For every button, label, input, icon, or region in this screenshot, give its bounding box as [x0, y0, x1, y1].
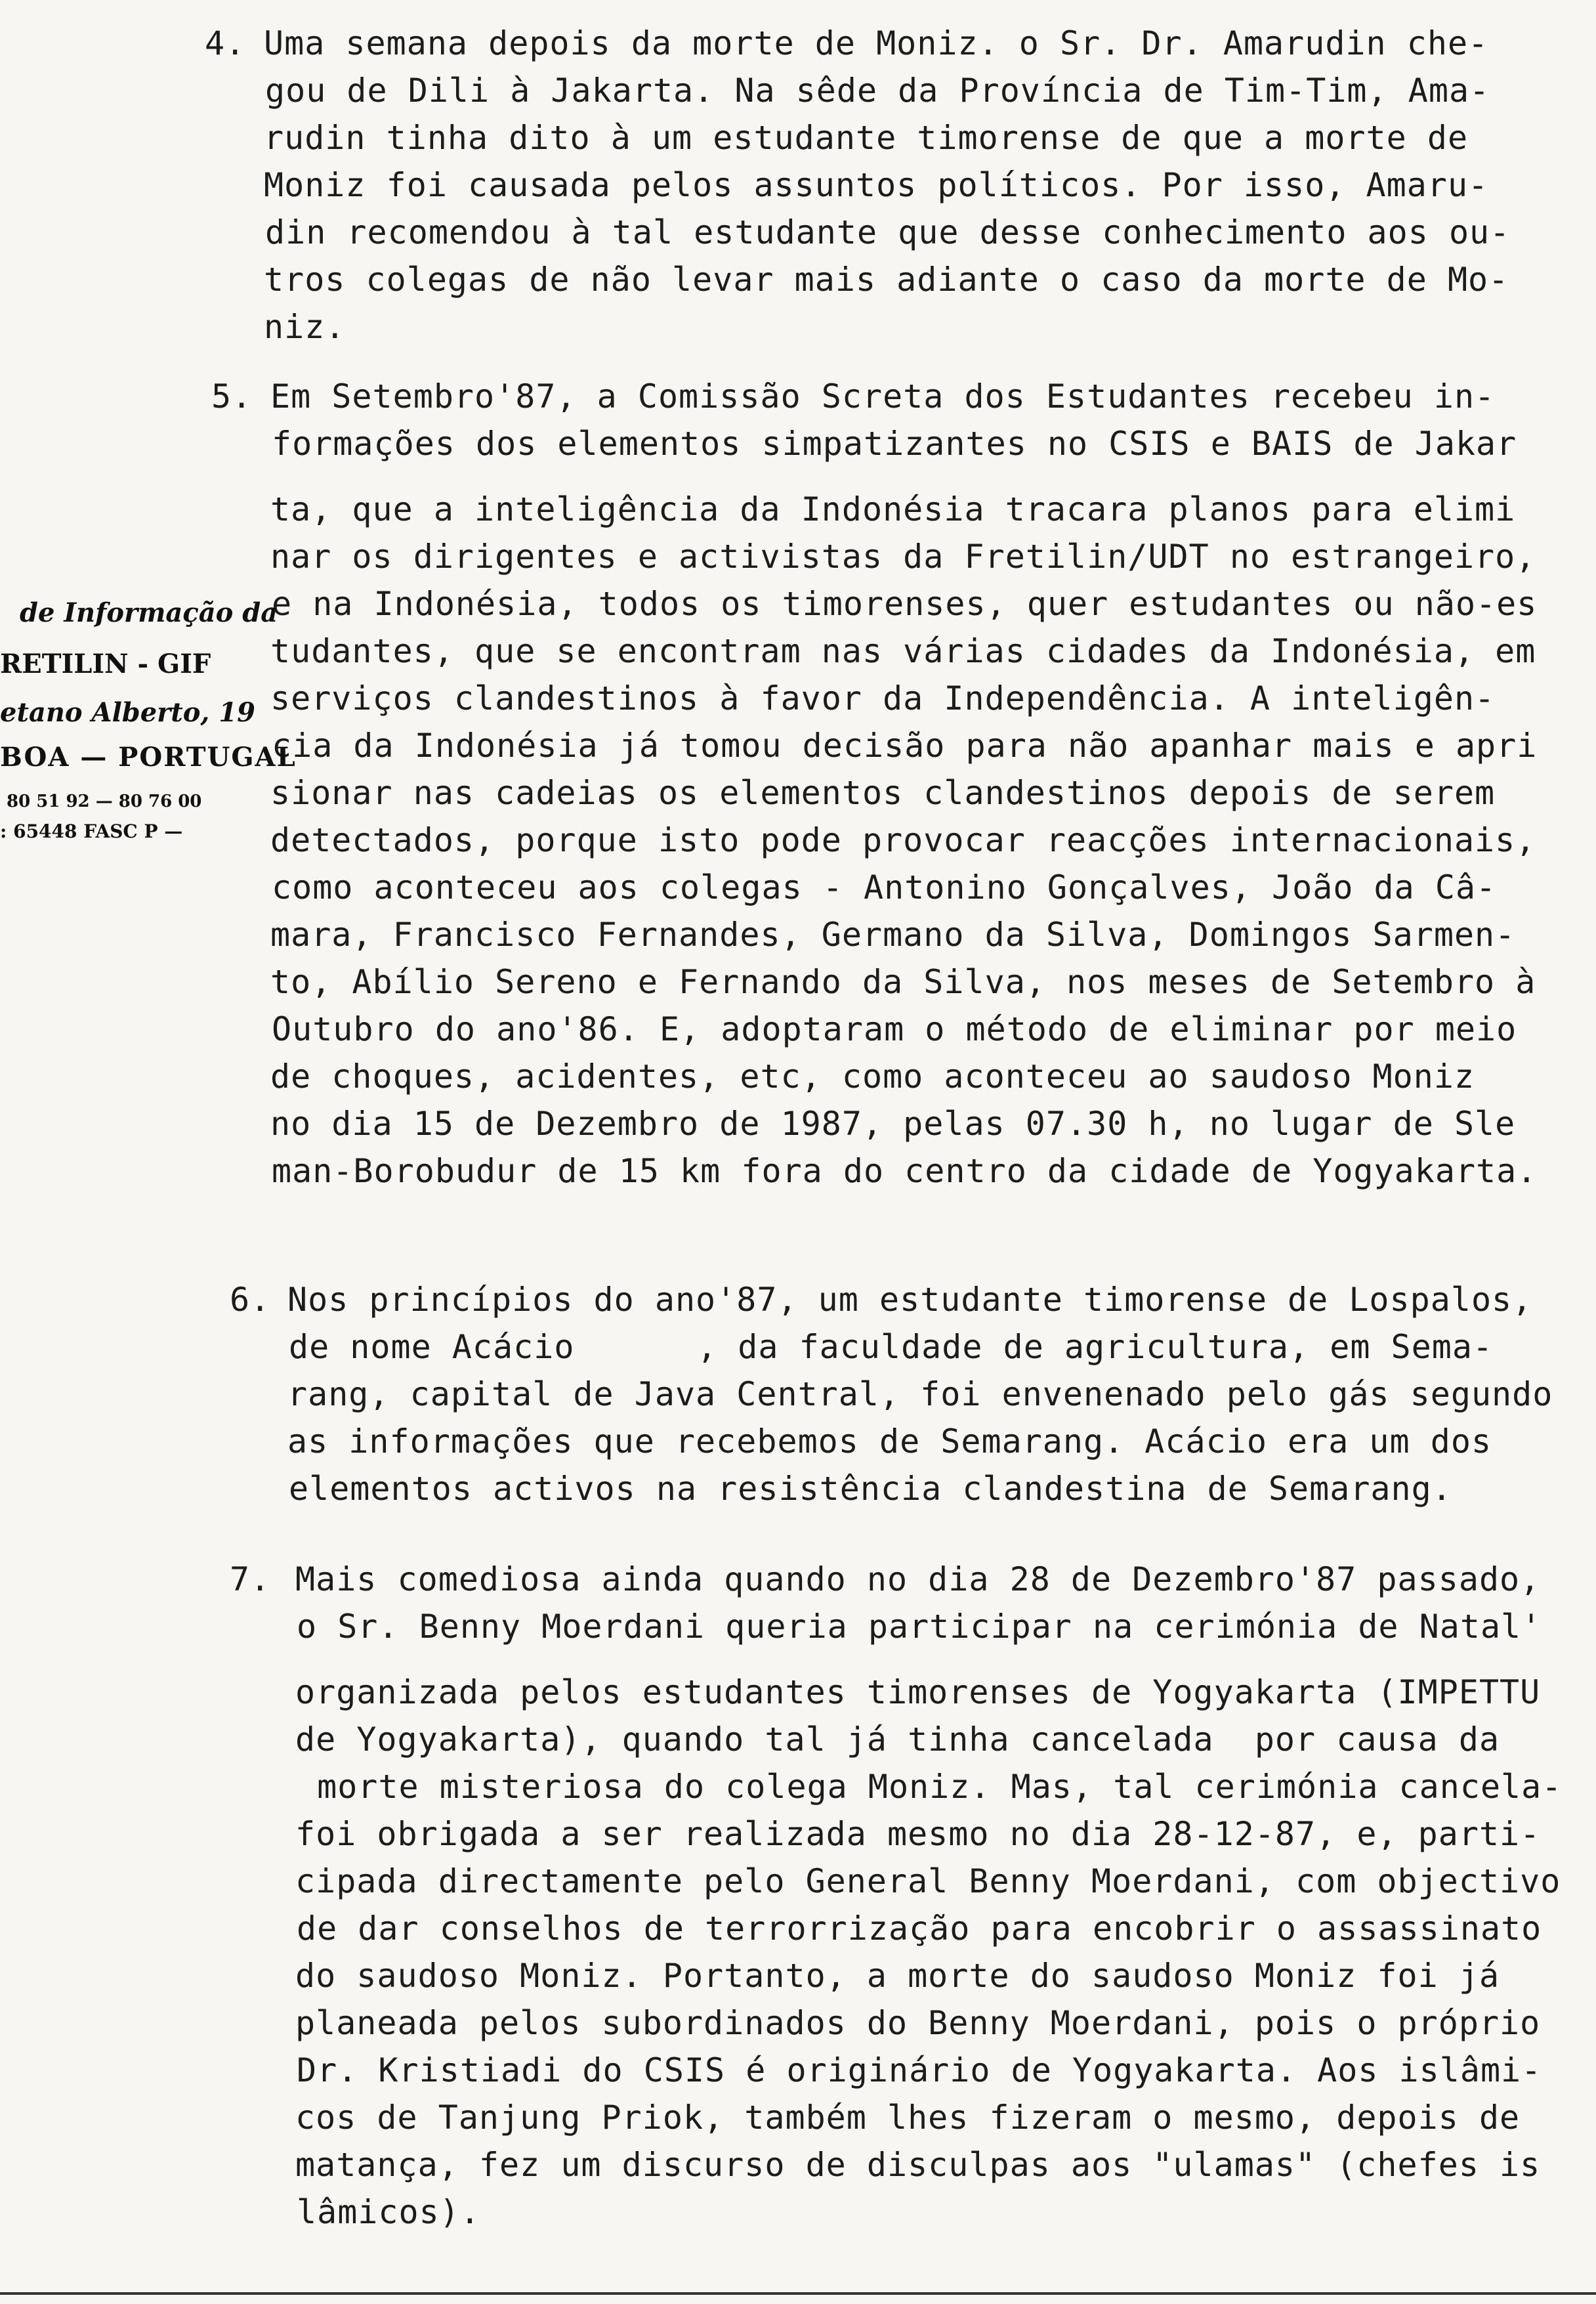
text-line: foi obrigada a ser realizada mesmo no dia 28-12-87, e, parti- [295, 1815, 1541, 1853]
text-line: organizada pelos estudantes timorenses de Yogyakarta (IMPETTU [295, 1673, 1541, 1711]
text-line: no dia 15 de Dezembro de 1987, pelas 07.30 h, no lugar de Sle [270, 1105, 1516, 1143]
text-line: man-Borobudur de 15 km fora do centro da cidade de Yogyakarta. [272, 1152, 1538, 1190]
text-line: morte misteriosa do colega Moniz. Mas, tal cerimónia cancela- [297, 1768, 1563, 1806]
text-line: as informações que recebemos de Semarang. Acácio era um dos [287, 1422, 1492, 1461]
paragraph-number: 5. [211, 377, 253, 416]
text-line: tudantes, que se encontram nas várias cidades da Indonésia, em [270, 632, 1536, 670]
text-line: to, Abílio Sereno e Fernando da Silva, nos meses de Setembro à [270, 963, 1536, 1001]
text-line: Mais comediosa ainda quando no dia 28 de Dezembro'87 passado, [295, 1560, 1541, 1598]
text-line: de choques, acidentes, etc, como aconteceu ao saudoso Moniz [270, 1057, 1475, 1096]
text-line: de Yogyakarta), quando tal já tinha cancelada por causa da [295, 1720, 1500, 1759]
text-line: nar os dirigentes e activistas da Fretilin/UDT no estrangeiro, [270, 538, 1536, 576]
text-line: cos de Tanjung Priok, também lhes fizeram o mesmo, depois de [295, 2099, 1521, 2137]
text-line: de nome Acácio , da faculdade de agricultura, em Sema- [289, 1328, 1494, 1366]
text-line: cia da Indonésia já tomou decisão para não apanhar mais e apri [272, 727, 1538, 765]
text-line: Outubro do ano'86. E, adoptaram o método de eliminar por meio [272, 1010, 1517, 1048]
text-line: mara, Francisco Fernandes, Germano da Silva, Domingos Sarmen- [270, 916, 1516, 954]
text-line: de dar conselhos de terrorrização para encobrir o assassinato [297, 1909, 1542, 1948]
text-line: tros colegas de não levar mais adiante o caso da morte de Mo- [264, 261, 1509, 299]
text-line: elementos activos na resistência clandestina de Semarang. [289, 1470, 1452, 1508]
text-line: rudin tinha dito à um estudante timorense de que a morte de [264, 119, 1469, 157]
text-line: sionar nas cadeias os elementos clandestinos depois de serem [270, 774, 1496, 812]
text-line: Moniz foi causada pelos assuntos políticos. Por isso, Amaru- [264, 166, 1489, 204]
text-line: Uma semana depois da morte de Moniz. o Sr. Dr. Amarudin che- [264, 24, 1489, 62]
paragraph-number: 7. [230, 1560, 271, 1598]
stamp-line: de Informação da [20, 597, 278, 628]
stamp-line: RETILIN - GIF [0, 649, 211, 679]
bottom-rule [0, 2292, 1596, 2295]
text-line: como aconteceu aos colegas - Antonino Gonçalves, João da Câ- [272, 868, 1497, 907]
text-line: Em Setembro'87, a Comissão Screta dos Estudantes recebeu in- [270, 377, 1496, 416]
text-line: din recomendou à tal estudante que desse conhecimento aos ou- [265, 213, 1511, 251]
text-line: detectados, porque isto pode provocar reacções internacionais, [270, 821, 1536, 859]
text-line: lâmicos). [297, 2193, 480, 2231]
text-line: gou de Dili à Jakarta. Na sêde da Província de Tim-Tim, Ama- [265, 72, 1490, 110]
paragraph-number: 4. [205, 24, 246, 62]
stamp-line: 80 51 92 — 80 76 00 [7, 792, 202, 811]
text-line: do saudoso Moniz. Portanto, a morte do saudoso Moniz foi já [295, 1957, 1500, 1995]
stamp-line: : 65448 FASC P — [0, 821, 183, 842]
text-line: formações dos elementos simpatizantes no CSIS e BAIS de Jakar [272, 425, 1517, 463]
text-line: cipada directamente pelo General Benny Moerdani, com objectivo [295, 1862, 1561, 1900]
text-line: rang, capital de Java Central, foi envenenado pelo gás segundo [287, 1375, 1553, 1413]
paragraph-number: 6. [230, 1281, 271, 1319]
text-line: niz. [264, 308, 346, 346]
text-line: serviços clandestinos à favor da Independência. A inteligên- [270, 679, 1496, 717]
text-line: ta, que a inteligência da Indonésia tracara planos para elimi [270, 490, 1516, 528]
stamp-line: BOA — PORTUGAL [0, 742, 297, 773]
text-line: Nos princípios do ano'87, um estudante timorense de Lospalos, [287, 1281, 1533, 1319]
text-line: Dr. Kristiadi do CSIS é originário de Yogyakarta. Aos islâmi- [297, 2051, 1542, 2089]
text-line: o Sr. Benny Moerdani queria participar na cerimónia de Natal' [297, 1608, 1542, 1646]
text-line: matança, fez um discurso de disculpas aos "ulamas" (chefes is [295, 2146, 1541, 2184]
text-line: e na Indonésia, todos os timorenses, quer estudantes ou não-es [272, 585, 1538, 623]
text-line: planeada pelos subordinados do Benny Moerdani, pois o próprio [295, 2004, 1541, 2042]
stamp-line: etano Alberto, 19 [0, 697, 255, 728]
